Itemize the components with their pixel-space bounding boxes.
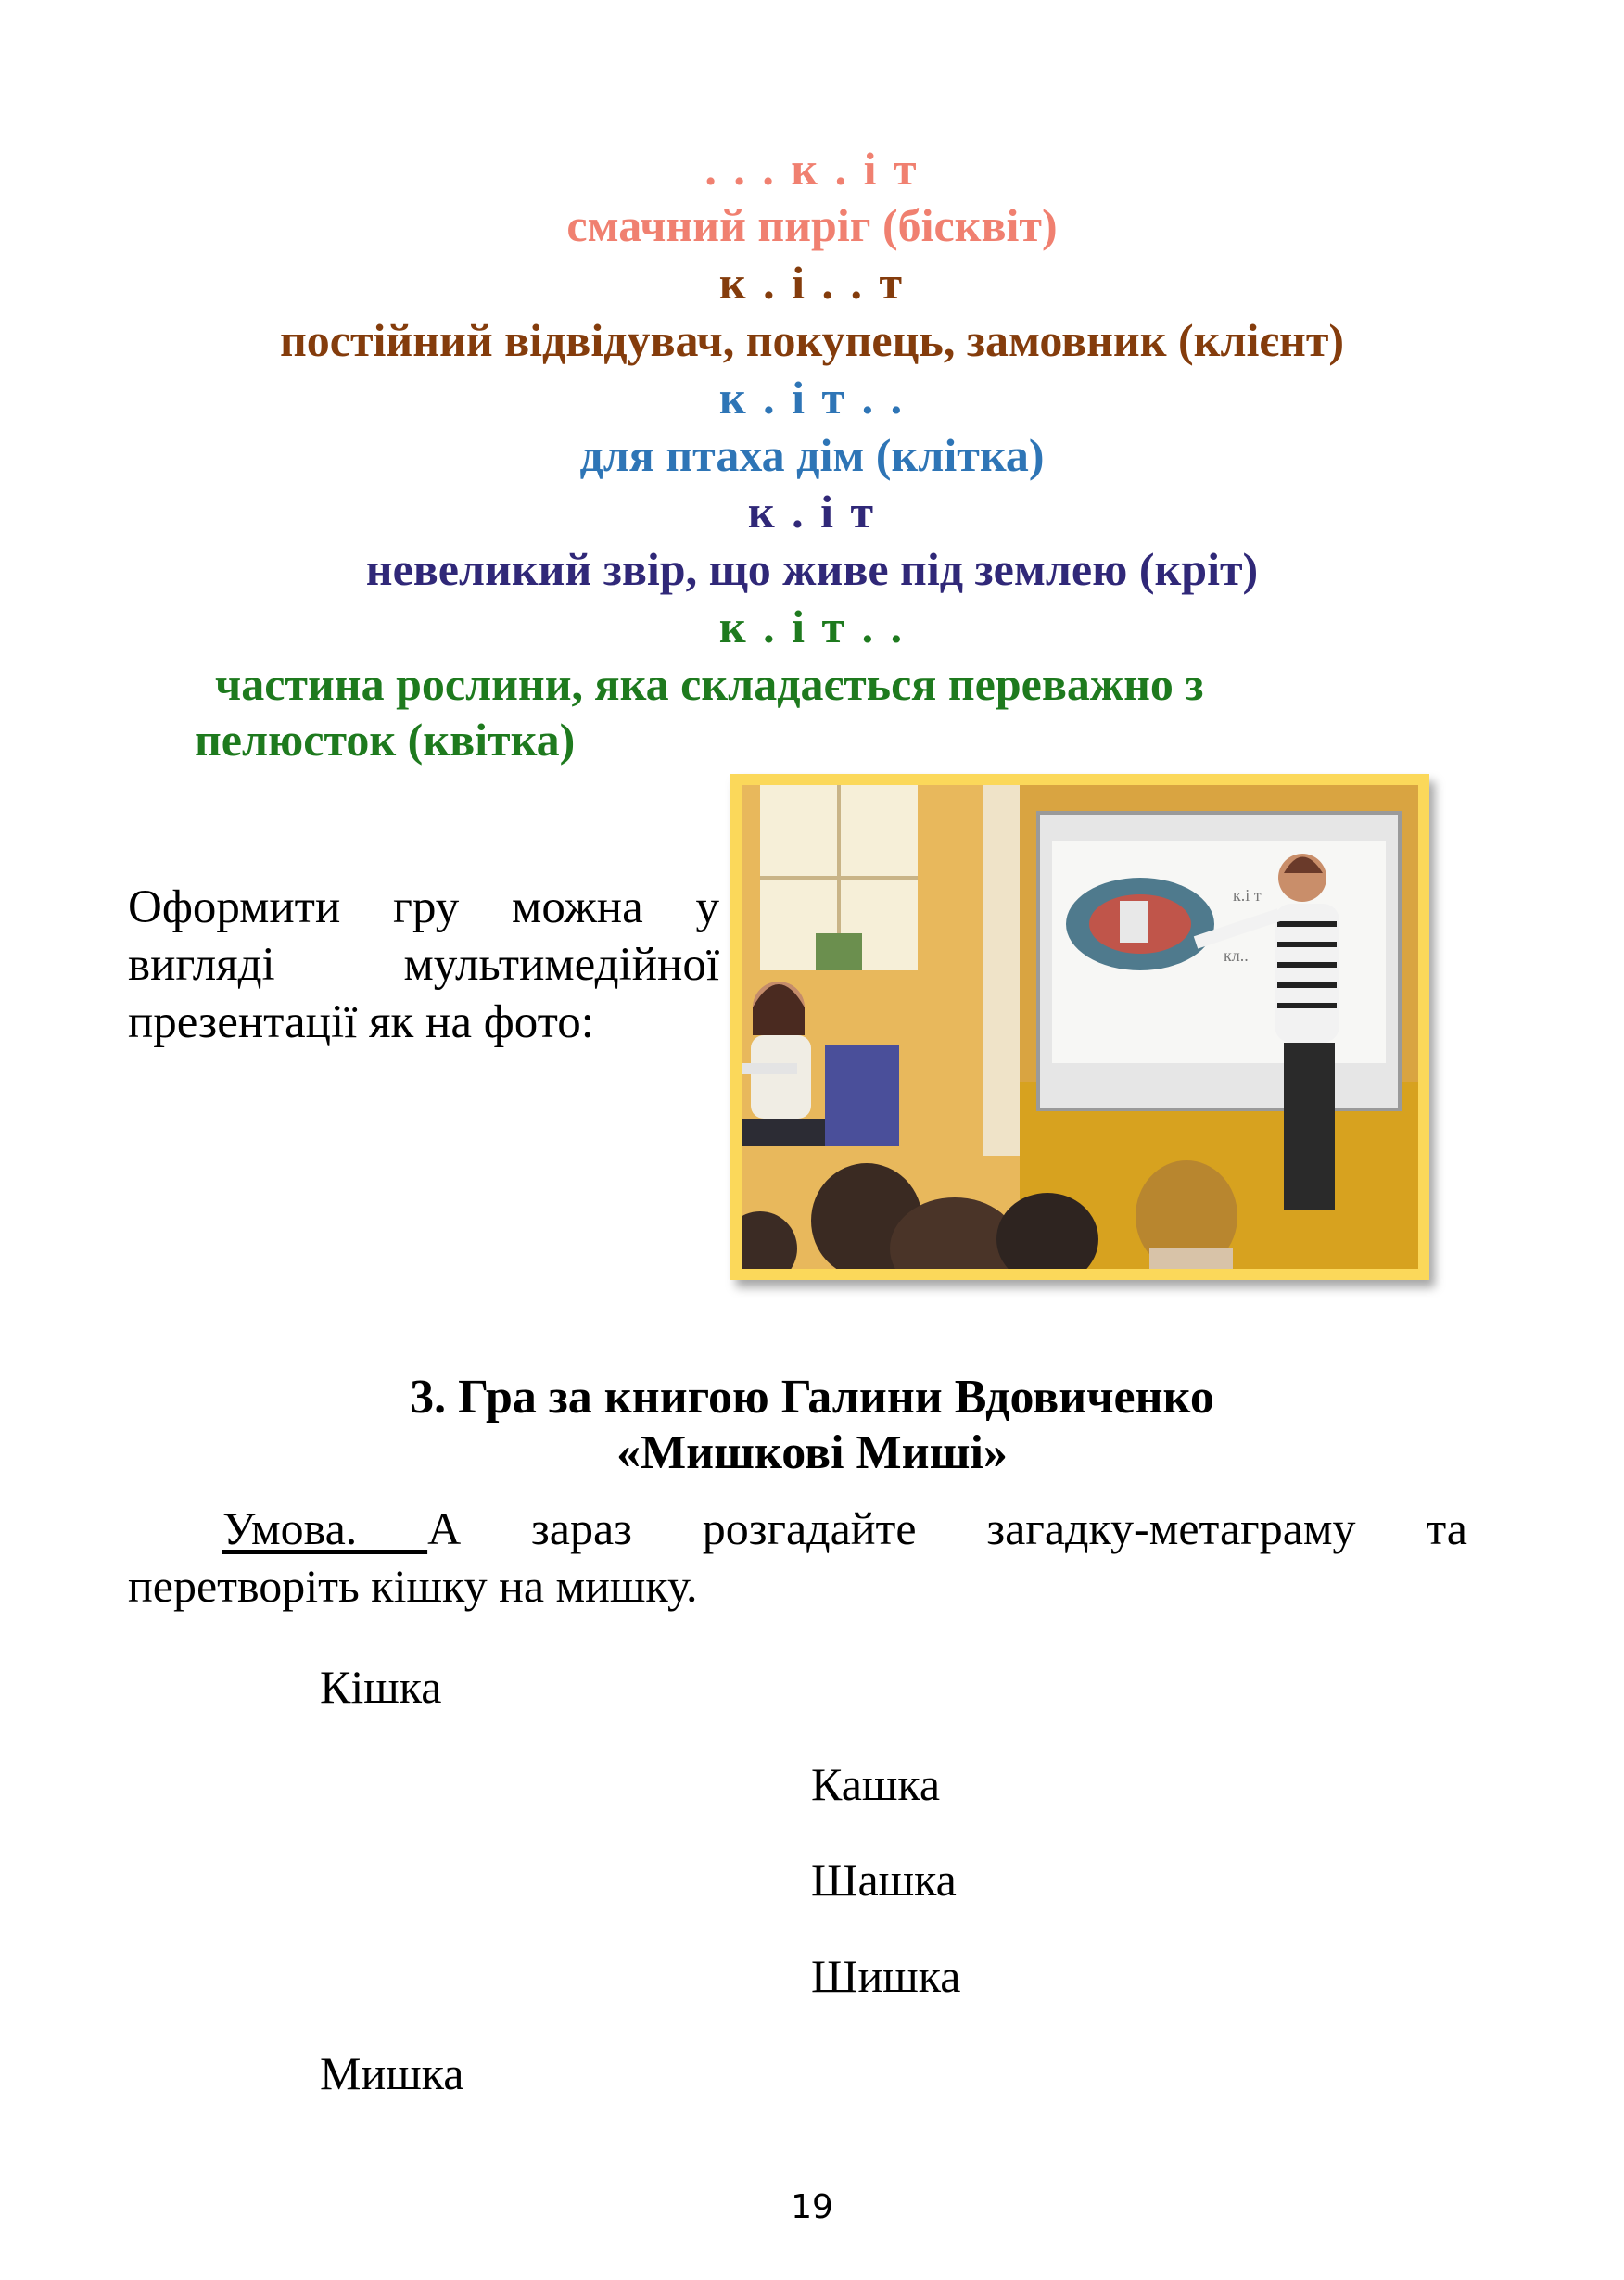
page-number: 19	[791, 2188, 833, 2226]
riddle-2-pattern: к . і . . т	[718, 257, 906, 309]
riddle-5-clue-line2: пелюсток (квітка)	[195, 714, 576, 766]
slide-pattern-text: к.і т	[1233, 886, 1262, 905]
word-myshka: Мишка	[320, 2047, 464, 2099]
photo-caption-text	[128, 879, 719, 1051]
section-heading-line2: «Мишкові Миші»	[616, 1426, 1008, 1479]
condition-paragraph	[128, 1500, 1467, 1615]
riddle-5-pattern: к . і т . .	[718, 601, 906, 652]
riddle-5-clue-line1: частина рослини, яка складається переважно з	[215, 658, 1204, 710]
classroom-photo-frame	[730, 774, 1429, 1280]
riddle-5-clue	[195, 656, 1400, 767]
riddle-4-pattern: к . і т	[747, 486, 877, 538]
section-heading	[0, 1370, 1624, 1481]
condition-label: Умова.	[222, 1502, 428, 1554]
word-kashka: Кашка	[811, 1758, 941, 1810]
riddle-3-clue: для птаха дім (клітка)	[579, 429, 1045, 481]
word-shashka: Шашка	[811, 1854, 957, 1906]
word-shyshka: Шишка	[811, 1950, 961, 2002]
side-text-line1: Оформити гру можна у	[128, 881, 719, 933]
riddle-4-clue: невеликий звір, що живе під землею (кріт)	[365, 543, 1259, 595]
side-text-line2: вигляді мультимедійної	[128, 939, 719, 991]
word-kishka: Кішка	[320, 1661, 442, 1713]
slide-answer-text: кл..	[1224, 946, 1249, 965]
section-heading-line1: 3. Гра за книгою Галини Вдовиченко	[410, 1371, 1214, 1424]
riddle-1-clue: смачний пиріг (бісквіт)	[566, 199, 1058, 251]
riddle-2-clue: постійний відвідувач, покупець, замовник (клієнт)	[279, 314, 1345, 366]
riddle-3-pattern: к . і т . .	[718, 372, 906, 424]
condition-text-line1: А зараз розгадайте загадку-метаграму та	[427, 1502, 1467, 1554]
classroom-photo	[742, 785, 1418, 1269]
riddle-1-pattern: . . . к . і т	[704, 143, 920, 195]
condition-text-line2: перетворіть кішку на мишку.	[128, 1560, 698, 1612]
side-text-line3: презентації як на фото:	[128, 996, 594, 1048]
